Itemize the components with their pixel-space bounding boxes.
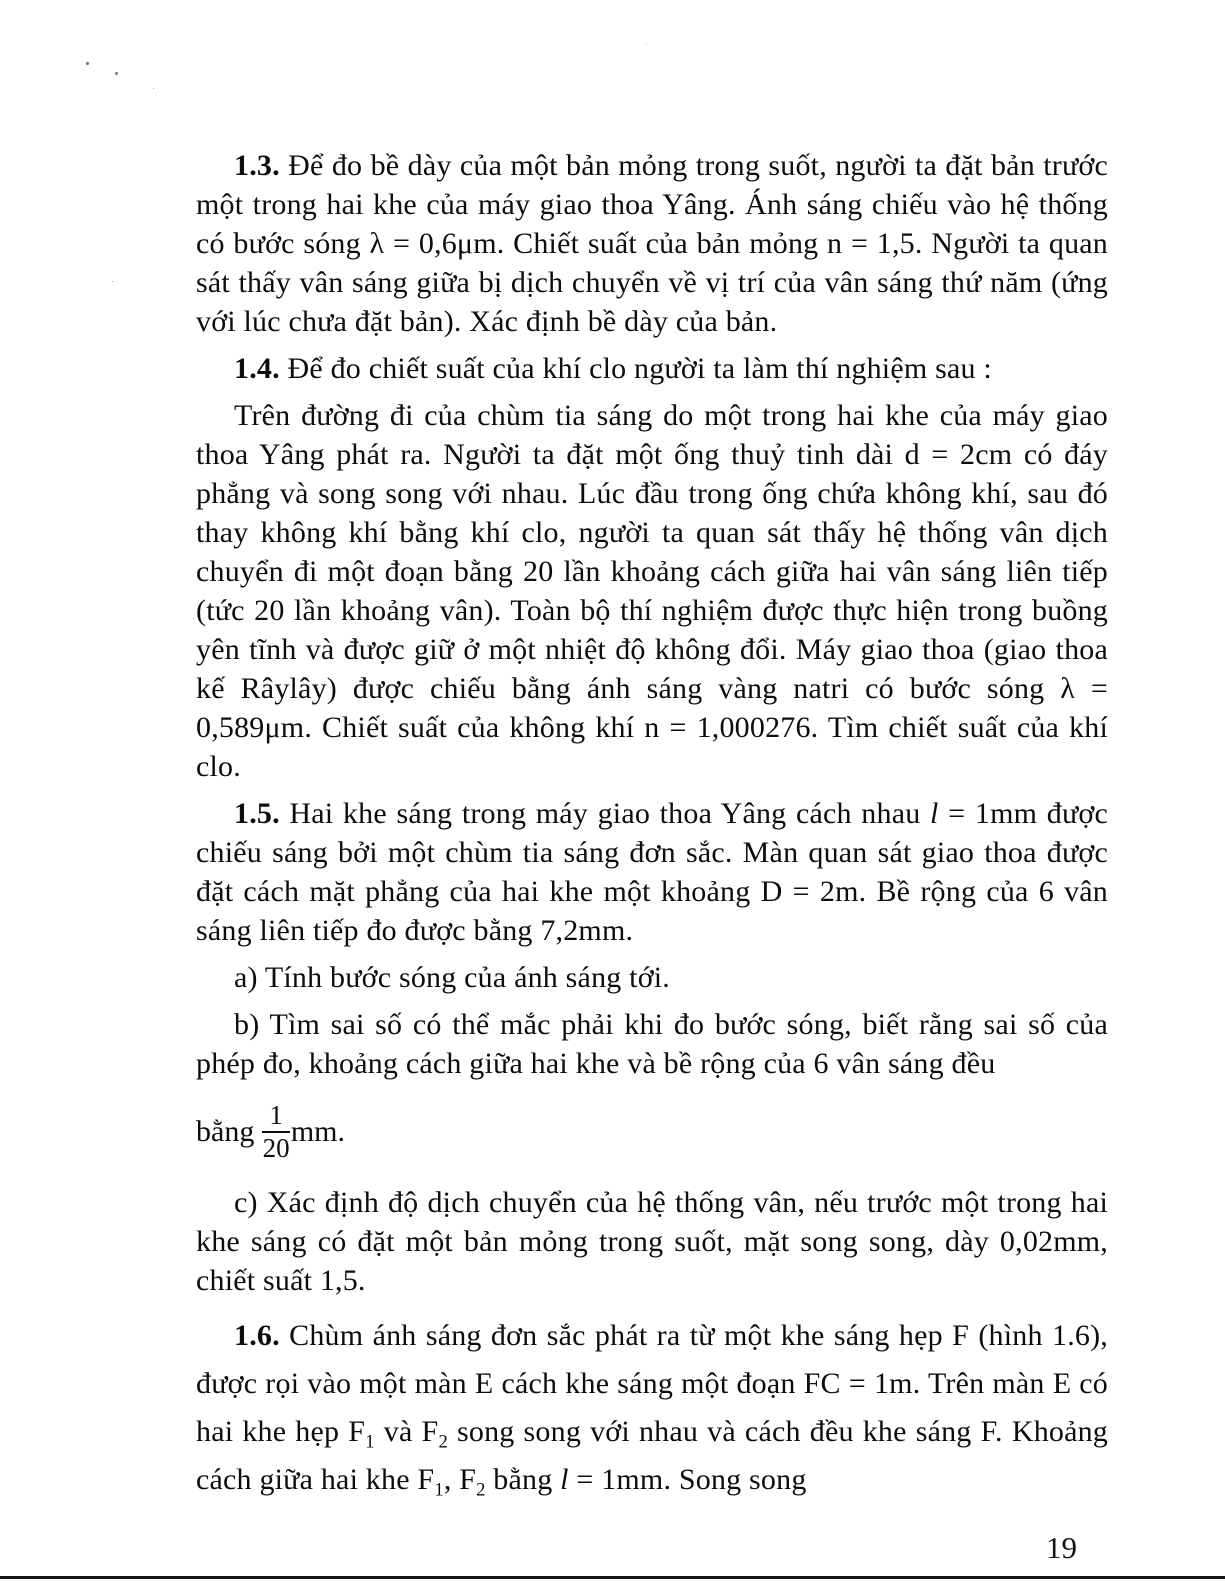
problem-1-6: 1.6. Chùm ánh sáng đơn sắc phát ra từ một khe sáng hẹp F (hình 1.6), được rọi vào một màn E cách khe sáng một đoạn FC = 1m. Trên màn E có hai khe hẹp $F_1$ và $F_2$ song song với nhau và cách đều khe sáng F. Khoảng cách giữa hai khe $F_1$, $F_2$ bằng l = 1mm. Song song [196, 1319, 1109, 1501]
problem-1-5: 1.5. Hai khe sáng trong máy giao thoa Yâng cách nhau l = 1mm được chiếu sáng bởi một chùm tia sáng đơn sắc. Màn quan sát giao thoa được đặt cách mặt phẳng của hai khe một khoảng D = 2m. Bề rộng của 6 vân sáng liên tiếp đo được bằng 7,2mm. [196, 797, 1109, 947]
item-a: a) Tính bước sóng của ánh sáng tới. [234, 961, 671, 994]
fraction-one-twentieth: $\frac{1}{20}$ [262, 1100, 290, 1164]
problem-1-4-heading: 1.4. Để đo chiết suất của khí clo người ta làm thí nghiệm sau : [234, 352, 992, 385]
problem-1-4-body: Trên đường đi của chùm tia sáng do một trong hai khe của máy giao thoa Yâng phát ra. Người ta đặt một ống thuỷ tinh dài d = 2cm có đáy phẳng và song song với nhau. Lúc đầu trong ống chứa không khí, sau đó thay không khí bằng khí clo, người ta quan sát thấy hệ thống vân dịch chuyển đi một đoạn bằng 20 lần khoảng cách giữa hai vân sáng liên tiếp (tức 20 lần khoảng vân). Toàn bộ thí nghiệm được thực hiện trong buồng yên tĩnh và được giữ ở một nhiệt độ không đổi. Máy giao thoa (giao thoa kế Râylây) được chiếu bằng ánh sáng vàng natri có bước sóng λ = 0,589μm. Chiết suất của không khí n = 1,000276. Tìm chiết suất của khí clo. [196, 399, 1108, 783]
item-c: c) Xác định độ dịch chuyển của hệ thống vân, nếu trước một trong hai khe sáng có đặt một bản mỏng trong suốt, mặt song song, dày 0,02mm, chiết suất 1,5. [196, 1186, 1108, 1298]
text-block [196, 146, 1108, 1504]
scan-speckles [86, 62, 89, 65]
page-bottom-rule [0, 1576, 1225, 1579]
problem-1-3: 1.3. Để đo bề dày của một bản mỏng trong suốt, người ta đặt bản trước một trong hai khe của máy giao thoa Yâng. Ánh sáng chiếu vào hệ thống có bước sóng λ = 0,6μm. Chiết suất của bản mỏng n = 1,5. Người ta quan sát thấy vân sáng giữa bị dịch chuyển về vị trí của vân sáng thứ năm (ứng với lúc chưa đặt bản). Xác định bề dày của bản. [196, 149, 1108, 338]
page-number: 19 [1046, 1530, 1077, 1565]
item-b: b) Tìm sai số có thể mắc phải khi đo bước sóng, biết rằng sai số của phép đo, khoảng cách giữa hai khe và bề rộng của 6 vân sáng đều [196, 1008, 1108, 1080]
fraction-line: bằng $\frac{1}{20}$ mm. [196, 1100, 345, 1164]
